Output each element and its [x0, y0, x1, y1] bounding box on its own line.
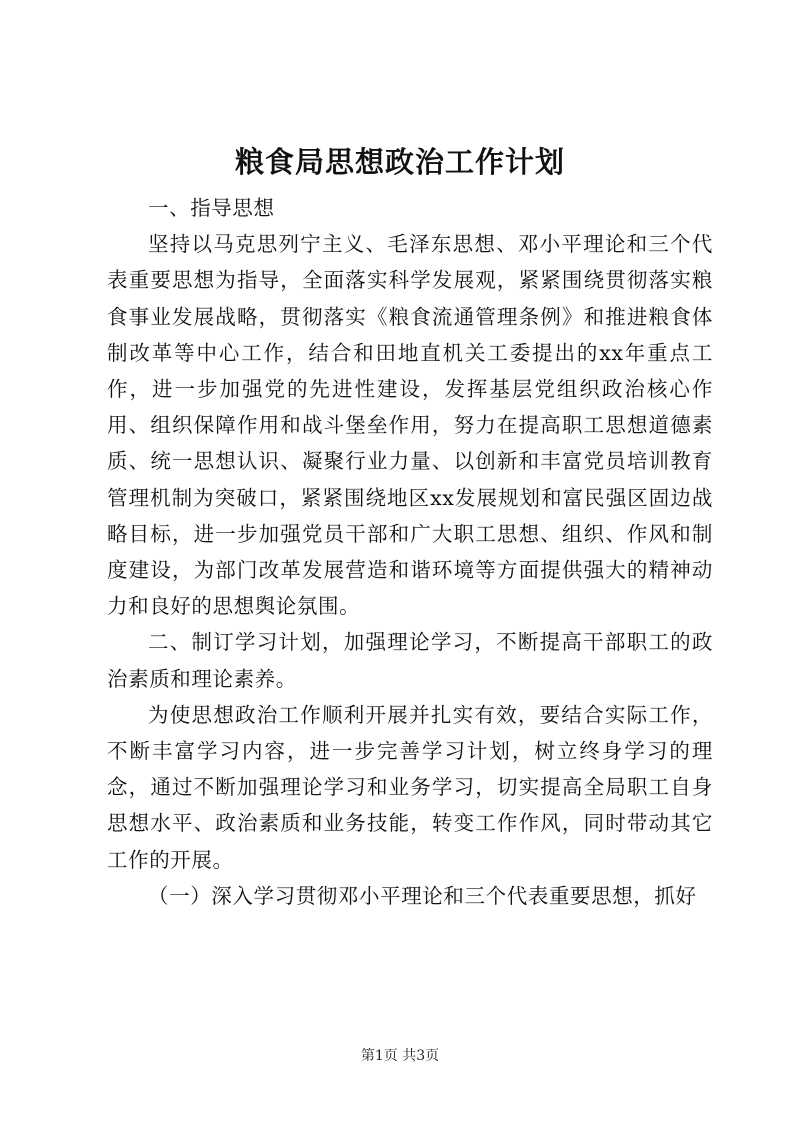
- paragraph-study-plan: 为使思想政治工作顺利开展并扎实有效，要结合实际工作，不断丰富学习内容，进一步完善学习计划，树立终身学习的理念，通过不断加强理论学习和业务学习，切实提高全局职工自身思想水平、政治素质和业务技能，转变工作作风，同时带动其它工作的开展。: [107, 702, 713, 872]
- page-footer: 第1页 共3页: [360, 1048, 440, 1064]
- document-title: 粮食局思想政治工作计划: [234, 145, 565, 179]
- paragraph-guiding-ideology: 坚持以马克思列宁主义、毛泽东思想、邓小平理论和三个代表重要思想为指导，全面落实科学发展观，紧紧围绕贯彻落实粮食事业发展战略，贯彻落实《粮食流通管理条例》和推进粮食体制改革等中心工作，结合和田地直机关工委提出的xx年重点工作，进一步加强党的先进性建设，发挥基层党组织政治核心作用、组织保障作用和战斗堡垒作用，努力在提高职工思想道德素质、统一思想认识、凝聚行业力量、以创新和丰富党员培训教育管理机制为突破口，紧紧围绕地区xx发展规划和富民强区固边战略目标，进一步加强党员干部和广大职工思想、组织、作风和制度建设，为部门改革发展营造和谐环境等方面提供强大的精神动力和良好的思想舆论氛围。: [107, 232, 713, 619]
- section-heading-study-plan: 二、制订学习计划，加强理论学习，不断提高干部职工的政治素质和理论素养。: [107, 630, 713, 691]
- subsection-heading-deng-theory: （一）深入学习贯彻邓小平理论和三个代表重要思想，抓好: [148, 883, 697, 908]
- section-heading-guiding-ideology: 一、指导思想: [148, 196, 275, 220]
- document-body: [107, 190, 713, 914]
